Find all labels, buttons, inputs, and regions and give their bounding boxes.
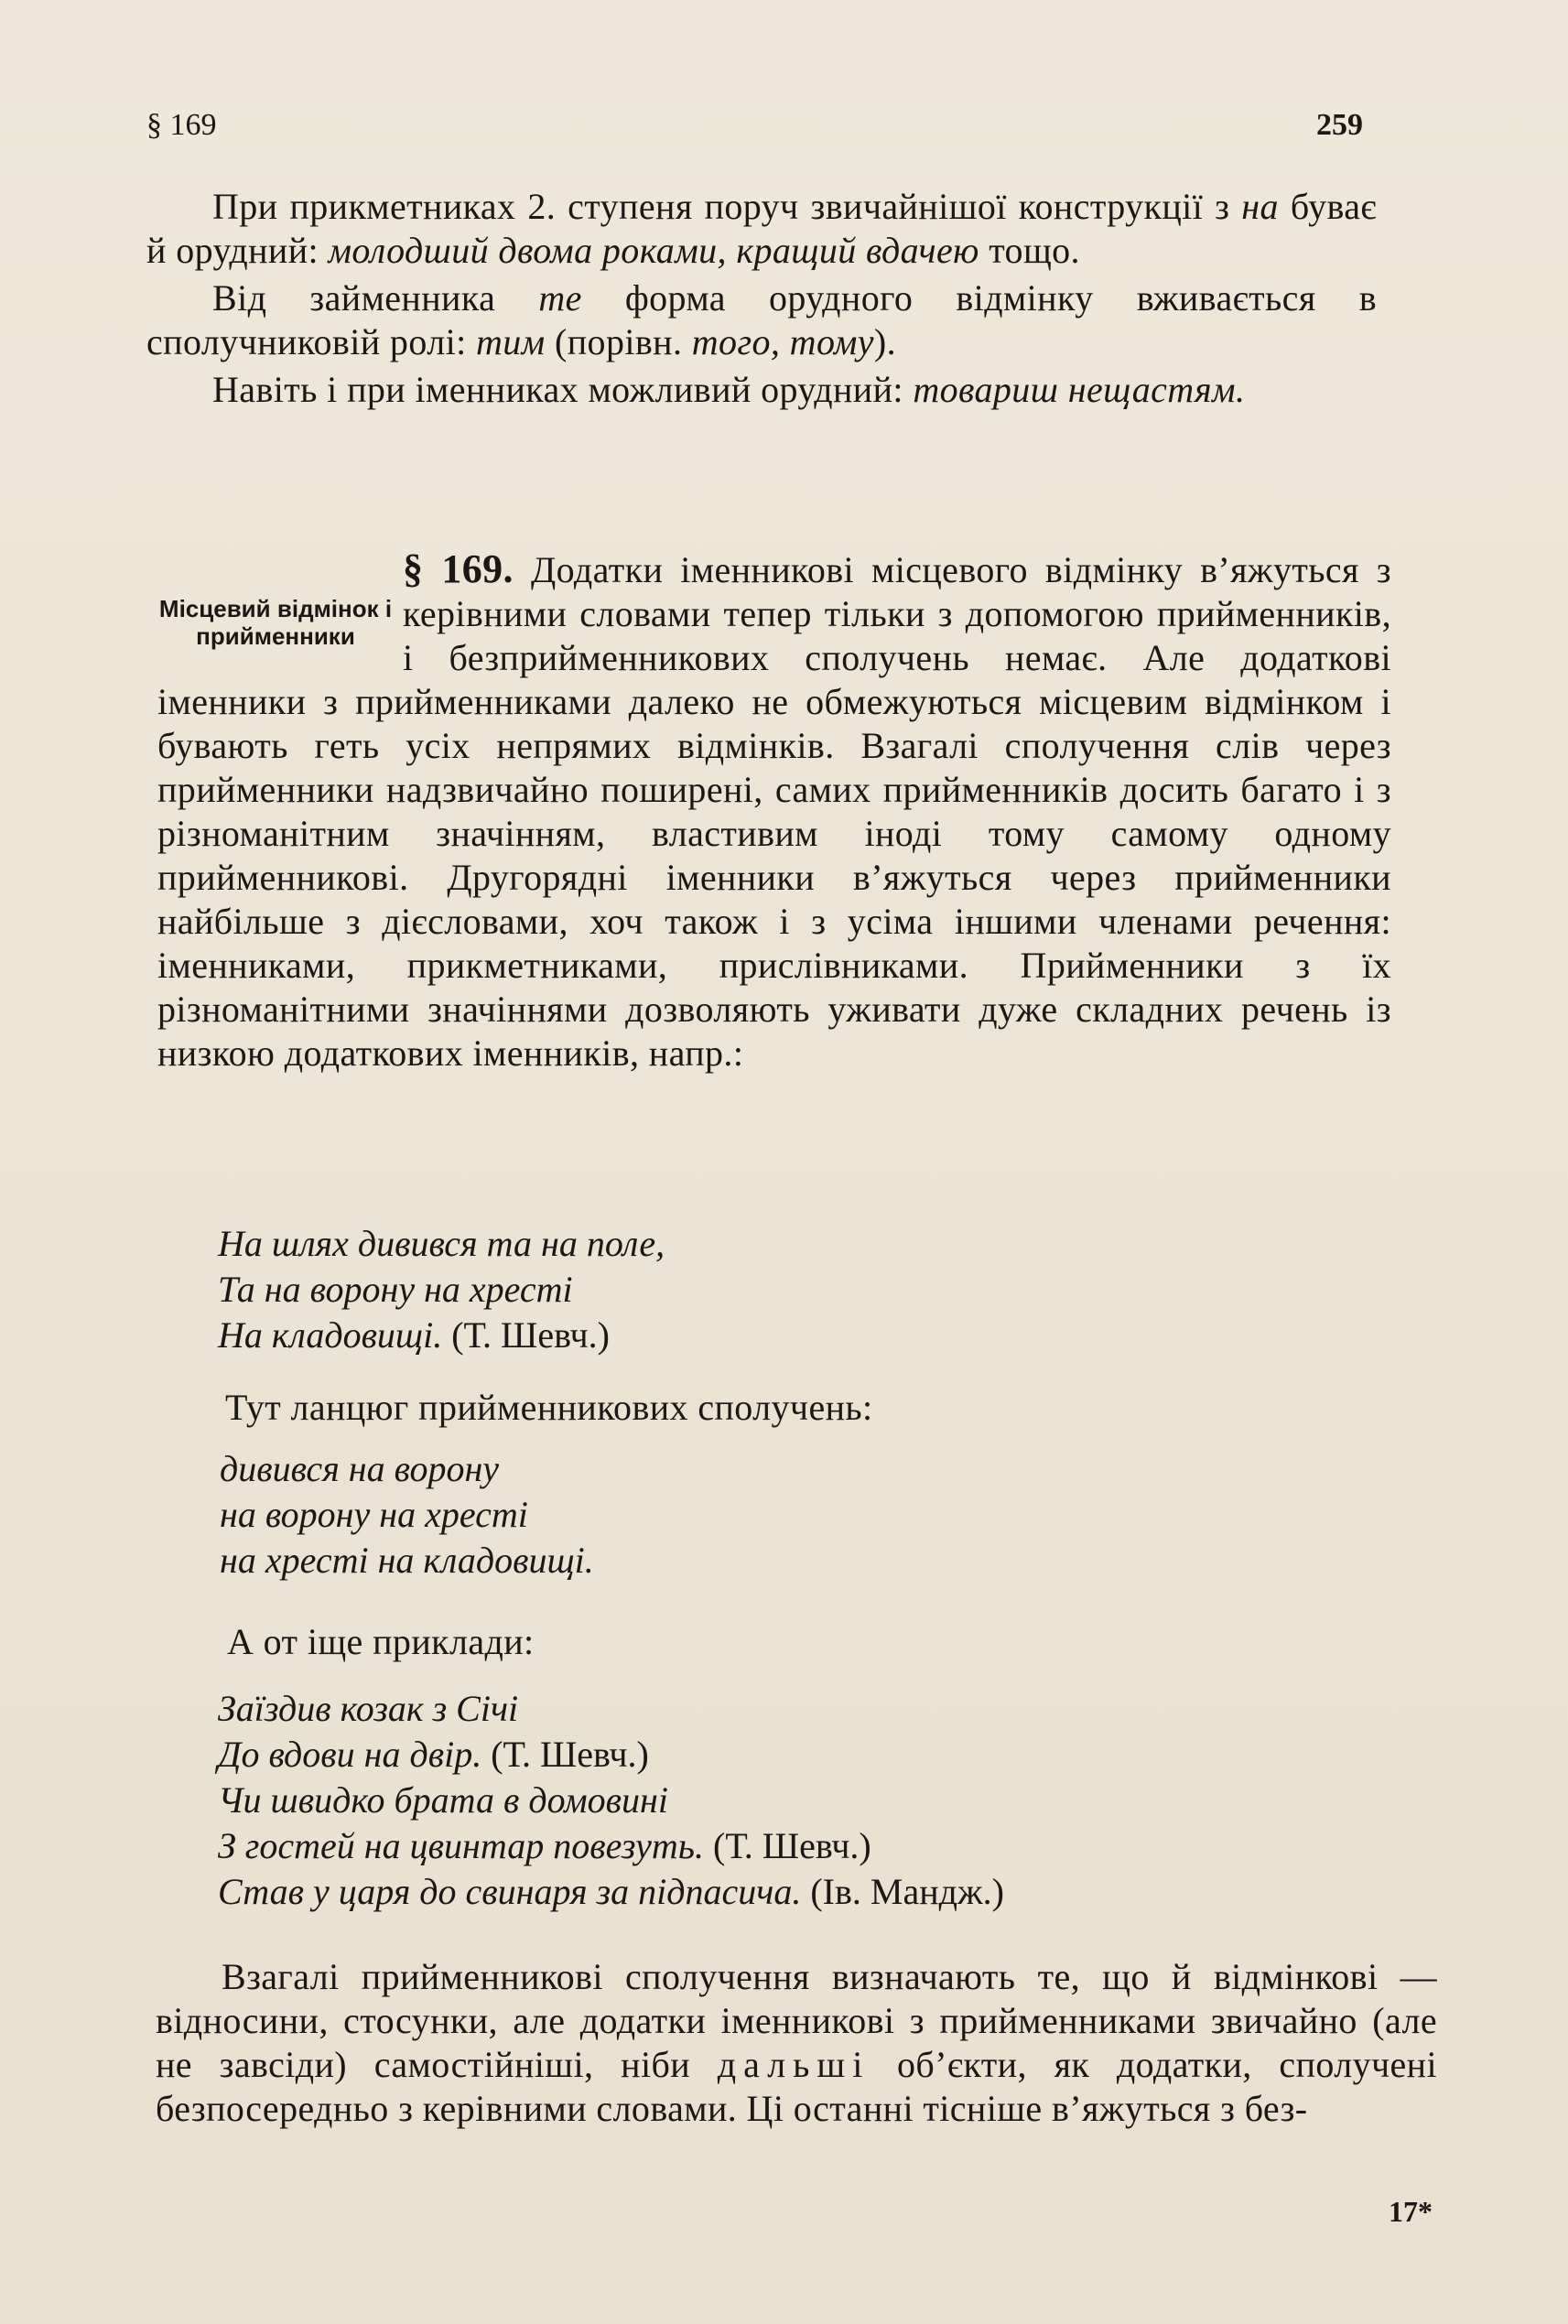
text-run: (порівн. [545, 321, 692, 362]
chain-line: дивився на ворону [220, 1448, 500, 1489]
section-169 [157, 547, 1391, 1076]
text-run: (Ів. Мандж.) [801, 1871, 1004, 1912]
preposition-chain [220, 1446, 594, 1584]
italic-run: на [1241, 186, 1279, 227]
verse-line [218, 1686, 1004, 1732]
top-paragraphs [146, 185, 1377, 412]
text-run: Взагалі прийменникові сполучення визначають те, що й відмінкові — відносини, стосунки, але додатки іменникові з прийменниками звичайно (але не завсіди) самостійніші, ніби [156, 1956, 1437, 2085]
text-run: тощо. [979, 230, 1080, 271]
text-run: Від займенника [212, 277, 539, 319]
text-run: При прикметниках 2. ступеня поруч звичайнішої конструкції з [212, 186, 1242, 227]
final-paragraph [156, 1955, 1437, 2131]
text-run: (Т. Шевч.) [704, 1825, 871, 1866]
italic-run: На шлях дивився та на поле, [218, 1223, 665, 1264]
text-run: ). [873, 321, 897, 362]
examples-intro: А от іще приклади: [227, 1621, 535, 1662]
italic-run: Чи швидко брата в домовині [218, 1779, 668, 1821]
page-number: 259 [1316, 108, 1363, 142]
text-run: форма орудного відмінку вживається в сполучниковій ролі: [146, 277, 1377, 362]
text-run: Додатки іменникові місцевого відмінку в’яжуться з керівними словами тепер тільки з допомогою прийменників, і безприйменникових сполучень немає. Але додаткові іменники з прийменниками далеко не обмежуються місцевим відмінком і бувають геть усіх непрямих відмінків. Взагалі сполучення слів через прийменники надзвичайно поширені, самих прийменників досить багато і з різноманітним значінням, властивим іноді тому самому одному прийменникові. Другорядні іменники в’яжуться через прийменники найбільше з дієсловами, хоч також і з усіма іншими членами речення: іменниками, прикметниками, прислівниками. Прийменники з їх різноманітними значіннями дозволяють уживати дуже складних речень із низкою додаткових іменників, напр.: [157, 549, 1391, 1074]
italic-run: те [538, 277, 582, 319]
italic-run: того, тому [691, 321, 874, 362]
verse-examples [218, 1686, 1004, 1915]
text-run: буває й орудний: [146, 186, 1378, 271]
italic-run: тим [476, 321, 546, 362]
verse-line [218, 1823, 1004, 1869]
italic-run: молодший двома роками, кращий вдачею [328, 230, 979, 271]
margin-note: Місцевий відмінок і прийменники [158, 595, 393, 650]
italic-run: Та на ворону на хресті [218, 1269, 573, 1310]
chain-line: на хресті на кладовищі. [220, 1540, 594, 1581]
paragraph-pronoun-te [146, 276, 1377, 364]
spaced-run: дальші [717, 2044, 871, 2085]
text-run: об’єкти, як додатки, сполучені безпосередньо з керівними словами. Ці останні тісніше в’яжуться з без- [156, 2044, 1437, 2129]
paragraph-noun-instrumental [146, 368, 1377, 412]
verse-line [218, 1221, 665, 1267]
chain-intro: Тут ланцюг прийменникових сполучень: [225, 1387, 873, 1428]
italic-run: До вдови на двір. [218, 1734, 482, 1775]
text-run: (Т. Шевч.) [442, 1314, 610, 1356]
italic-run: Став у царя до свинаря за підпасича. [218, 1871, 802, 1912]
printer-signature: 17* [1389, 2195, 1433, 2228]
paragraph-comparative-instrumental [146, 185, 1377, 273]
verse-line [218, 1732, 1004, 1778]
section-169-paragraph [157, 547, 1391, 1076]
verse-line [218, 1267, 665, 1313]
italic-run: На кладовищі. [218, 1314, 443, 1356]
final-section [156, 1955, 1437, 2131]
text-run: (Т. Шевч.) [481, 1734, 649, 1775]
verse-line [218, 1869, 1004, 1915]
italic-run: Заїздив козак з Січі [218, 1688, 519, 1729]
section-number: § 169. [403, 546, 514, 591]
running-header-section: § 169 [146, 108, 217, 142]
italic-run: товариш нещастям. [913, 369, 1246, 410]
italic-run: З гостей на цвинтар повезуть. [218, 1825, 704, 1866]
chain-line: на ворону на хресті [220, 1494, 528, 1535]
text-run: Навіть і при іменниках можливий орудний: [212, 369, 914, 410]
margin-note-spacer [157, 547, 403, 679]
verse-shevchenko-1 [218, 1221, 665, 1358]
verse-line [218, 1778, 1004, 1823]
verse-line [218, 1313, 665, 1358]
